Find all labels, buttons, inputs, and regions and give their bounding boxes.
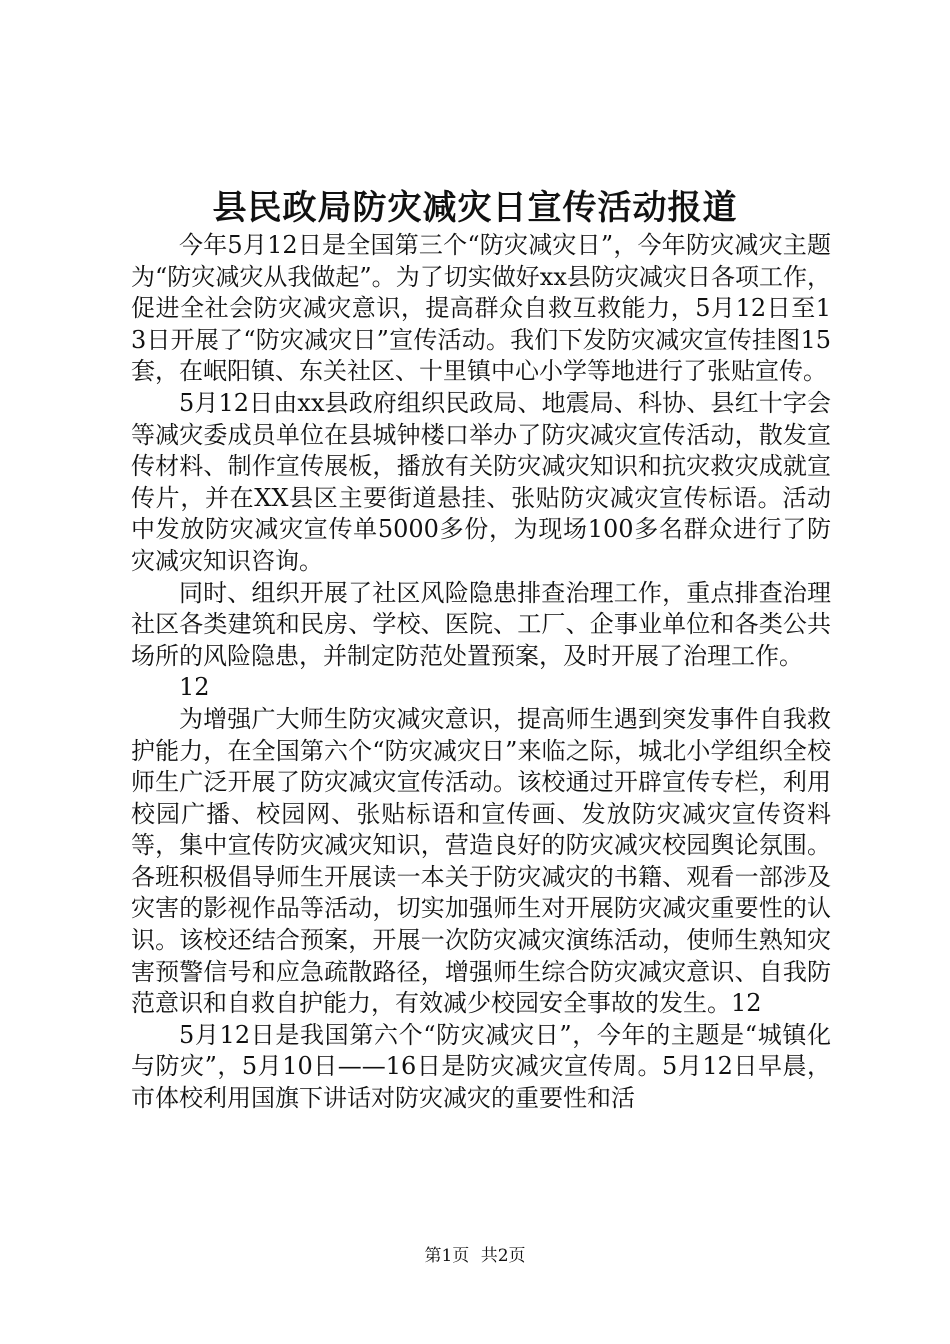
- paragraph-6: 5月12日是我国第六个“防灾减灾日”，今年的主题是“城镇化与防灾”，5月10日——16日是防灾减灾宣传周。5月12日早晨，市体校利用国旗下讲话对防灾减灾的重要性和活: [131, 1020, 831, 1113]
- paragraph-4: 12: [179, 673, 210, 702]
- paragraph-5: 为增强广大师生防灾减灾意识，提高师生遇到突发事件自我救护能力，在全国第六个“防灾减灾日”来临之际，城北小学组织全校师生广泛开展了防灾减灾宣传活动。该校通过开辟宣传专栏，利用校园广播、校园网、张贴标语和宣传画、发放防灾减灾宣传资料等，集中宣传防灾减灾知识，营造良好的防灾减灾校园舆论氛围。各班积极倡导师生开展读一本关于防灾减灾的书籍、观看一部涉及灾害的影视作品等活动，切实加强师生对开展防灾减灾重要性的认识。该校还结合预案，开展一次防灾减灾演练活动，使师生熟知灾害预警信号和应急疏散路径，增强师生综合防灾减灾意识、自我防范意识和自救自护能力，有效减少校园安全事故的发生。12: [131, 704, 831, 1018]
- page-total: 共2页: [480, 1246, 526, 1266]
- paragraph-3: 同时、组织开展了社区风险隐患排查治理工作，重点排查治理社区各类建筑和民房、学校、医院、工厂、企事业单位和各类公共场所的风险隐患，并制定防范处置预案，及时开展了治理工作。: [131, 578, 831, 670]
- document-body: [131, 230, 831, 1115]
- document-title: 县民政局防灾减灾日宣传活动报道: [212, 188, 738, 228]
- paragraph-1: 今年5月12日是全国第三个“防灾减灾日”，今年防灾减灾主题为“防灾减灾从我做起”。为了切实做好xx县防灾减灾日各项工作，促进全社会防灾减灾意识，提高群众自救互救能力，5月12日至13日开展了“防灾减灾日”宣传活动。我们下发防灾减灾宣传挂图15套，在岷阳镇、东关社区、十里镇中心小学等地进行了张贴宣传。: [131, 231, 831, 386]
- page-number: 第1页: [424, 1246, 470, 1266]
- page-footer: [0, 1244, 950, 1268]
- paragraph-2: 5月12日由xx县政府组织民政局、地震局、科协、县红十字会等减灾委成员单位在县城钟楼口举办了防灾减灾宣传活动，散发宣传材料、制作宣传展板，播放有关防灾减灾知识和抗灾救灾成就宣传片，并在XX县区主要街道悬挂、张贴防灾减灾宣传标语。活动中发放防灾减灾宣传单5000多份，为现场100多名群众进行了防灾减灾知识咨询。: [131, 388, 831, 575]
